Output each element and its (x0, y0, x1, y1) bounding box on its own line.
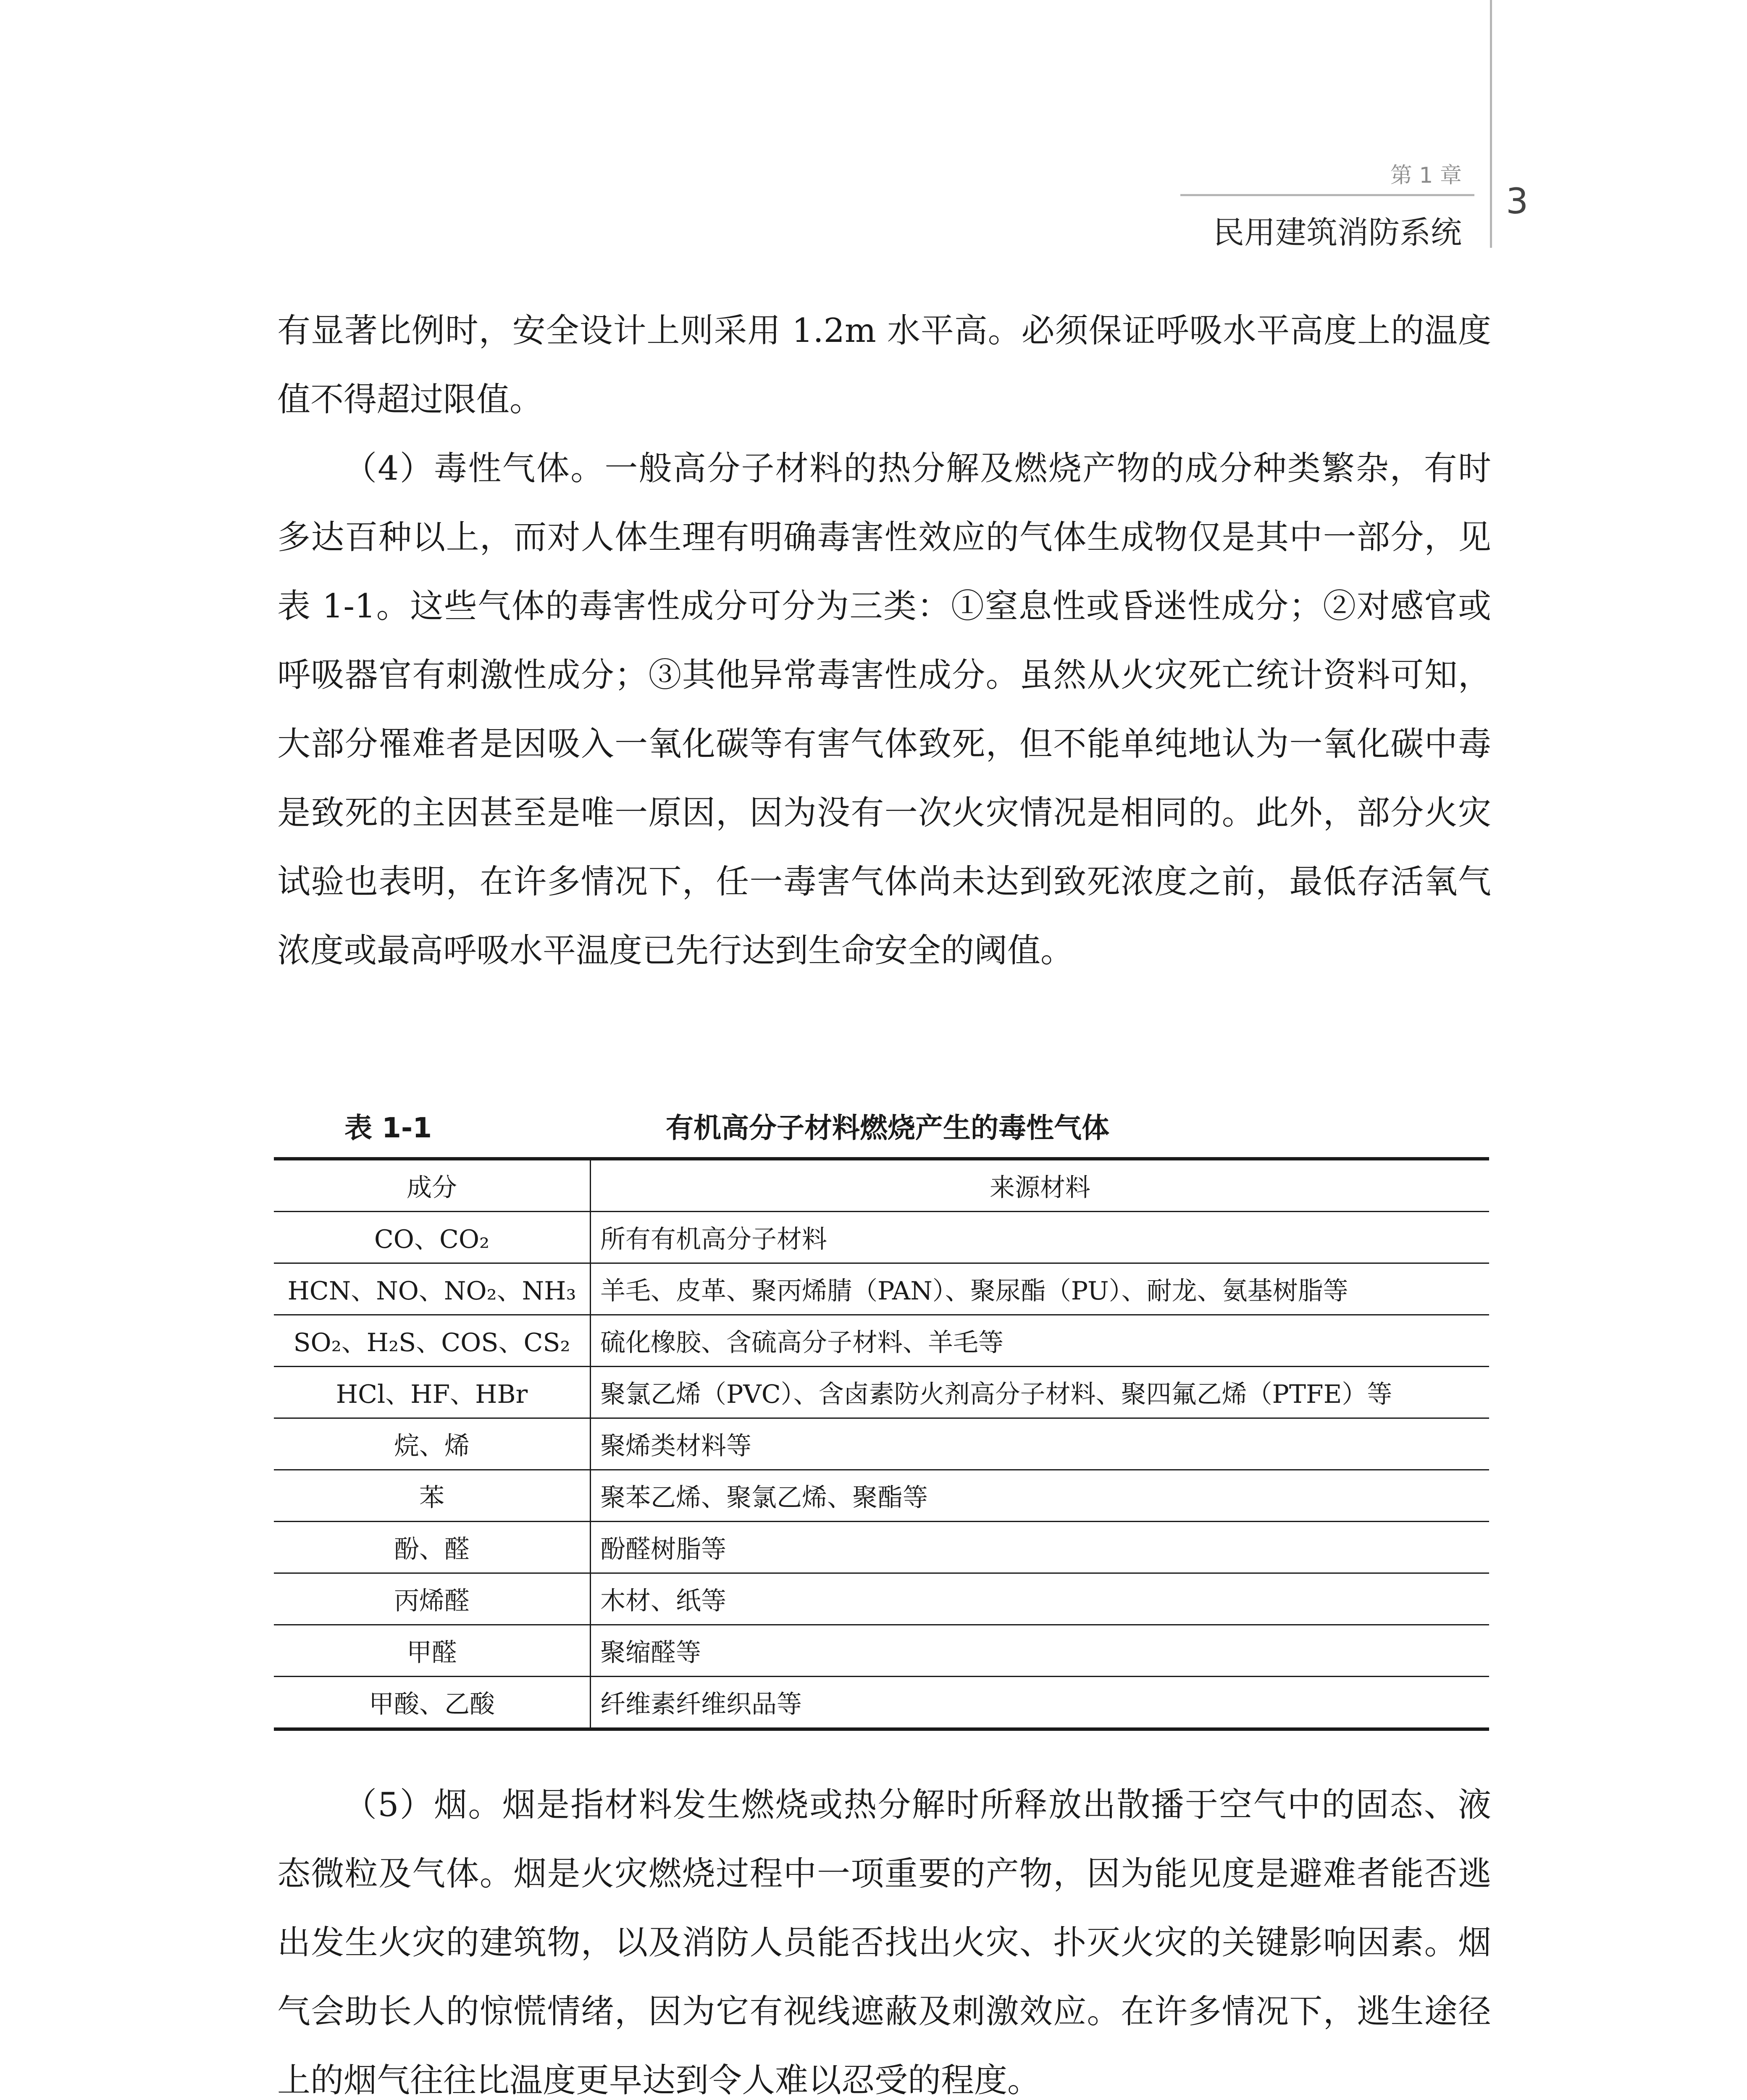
paragraph-continuation: 有显著比例时，安全设计上则采用 1.2m 水平高。必须保证呼吸水平高度上的温度值不得超过限值。 (277, 311, 1491, 419)
cell-component: CO、CO₂ (274, 1212, 591, 1263)
cell-component: 酚、醛 (274, 1522, 591, 1573)
cell-component: SO₂、H₂S、COS、CS₂ (274, 1315, 591, 1367)
cell-component: 苯 (274, 1470, 591, 1522)
cell-component: 烷、烯 (274, 1418, 591, 1470)
header-component: 成分 (274, 1159, 591, 1212)
table-caption (344, 1105, 1437, 1143)
table-row (274, 1470, 1489, 1522)
paragraph-toxic-gas: （4）毒性气体。一般高分子材料的热分解及燃烧产物的成分种类繁杂，有时多达百种以上，而对人体生理有明确毒害性效应的气体生成物仅是其中一部分，见表 1-1。这些气体的毒害性成分可分为三类：①窒息性或昏迷性成分；②对感官或呼吸器官有刺激性成分；③其他异常毒害性成分。虽然从火灾死亡统计资料可知，大部分罹难者是因吸入一氧化碳等有害气体致死，但不能单纯地认为一氧化碳中毒是致死的主因甚至是唯一原因，因为没有一次火灾情况是相同的。此外，部分火灾试验也表明，在许多情况下，任一毒害气体尚未达到致死浓度之前，最低存活氧气浓度或最高呼吸水平温度已先行达到生命安全的阈值。 (277, 449, 1491, 970)
body-text-top (277, 296, 1491, 985)
cell-source: 硫化橡胶、含硫高分子材料、羊毛等 (591, 1315, 1490, 1367)
table-title: 有机高分子材料燃烧产生的毒性气体 (666, 1112, 1109, 1144)
cell-component: HCl、HF、HBr (274, 1367, 591, 1418)
cell-source: 纤维素纤维织品等 (591, 1677, 1490, 1730)
table-row (274, 1573, 1489, 1625)
table-row (274, 1263, 1489, 1315)
table-row (274, 1315, 1489, 1367)
cell-component: 丙烯醛 (274, 1573, 591, 1625)
table-row (274, 1212, 1489, 1263)
header-source-material: 来源材料 (591, 1159, 1490, 1212)
table-number: 表 1-1 (344, 1112, 432, 1144)
table-row (274, 1625, 1489, 1677)
cell-source: 聚氯乙烯（PVC）、含卤素防火剂高分子材料、聚四氟乙烯（PTFE）等 (591, 1367, 1490, 1418)
cell-source: 聚缩醛等 (591, 1625, 1490, 1677)
cell-source: 羊毛、皮革、聚丙烯腈（PAN）、聚尿酯（PU）、耐龙、氨基树脂等 (591, 1263, 1490, 1315)
page-number: 3 (1506, 181, 1529, 222)
cell-component: 甲酸、乙酸 (274, 1677, 591, 1730)
cell-source: 酚醛树脂等 (591, 1522, 1490, 1573)
cell-source: 木材、纸等 (591, 1573, 1490, 1625)
body-text-bottom (277, 1770, 1491, 2100)
table-row (274, 1522, 1489, 1573)
chapter-label: 第 1 章 (1390, 163, 1462, 188)
chapter-title: 民用建筑消防系统 (1213, 215, 1462, 251)
toxic-gas-table (274, 1157, 1489, 1731)
table-row (274, 1677, 1489, 1730)
paragraph-smoke: （5）烟。烟是指材料发生燃烧或热分解时所释放出散播于空气中的固态、液态微粒及气体。烟是火灾燃烧过程中一项重要的产物，因为能见度是避难者能否逃出发生火灾的建筑物，以及消防人员能否找出火灾、扑灭火灾的关键影响因素。烟气会助长人的惊慌情绪，因为它有视线遮蔽及刺激效应。在许多情况下，逃生途径上的烟气往往比温度更早达到令人难以忍受的程度。 (277, 1785, 1491, 2100)
cell-source: 聚烯类材料等 (591, 1418, 1490, 1470)
cell-component: HCN、NO、NO₂、NH₃ (274, 1263, 591, 1315)
header-rule (1180, 194, 1474, 196)
margin-rule (1490, 0, 1492, 248)
cell-source: 聚苯乙烯、聚氯乙烯、聚酯等 (591, 1470, 1490, 1522)
cell-component: 甲醛 (274, 1625, 591, 1677)
table-row (274, 1367, 1489, 1418)
table-header-row (274, 1159, 1489, 1212)
table-row (274, 1418, 1489, 1470)
cell-source: 所有有机高分子材料 (591, 1212, 1490, 1263)
